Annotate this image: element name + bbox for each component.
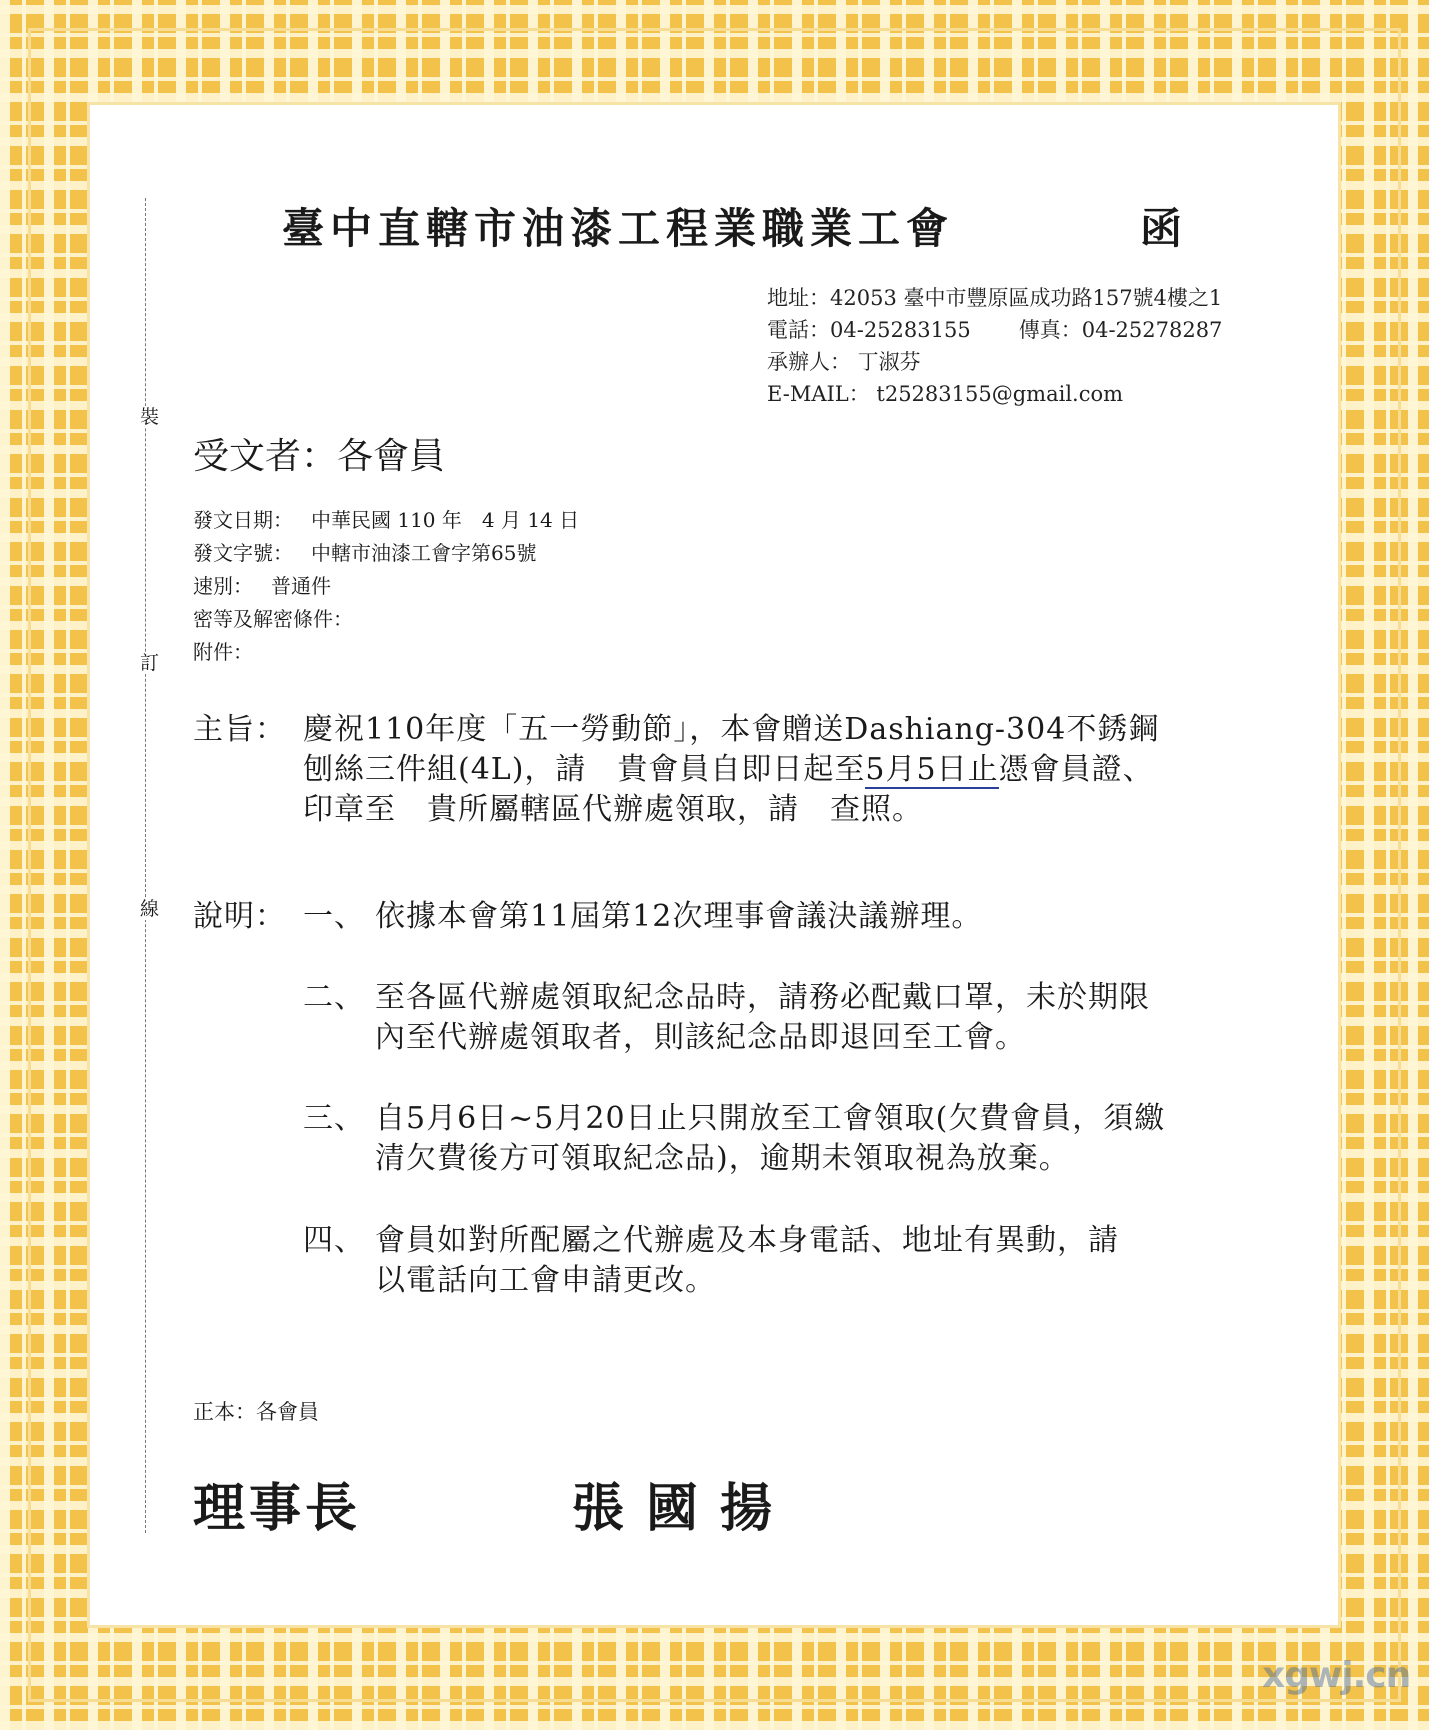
subject-label: 主旨： [193,712,286,747]
meta-speed [193,570,579,603]
meta-speed-label: 速別： [193,574,253,598]
watermark: xgwj.cn [1262,1655,1411,1696]
meta-date-value: 中華民國 110 年 4 月 14 日 [311,508,580,532]
item-number: 四、 [303,1223,365,1258]
explanation-label: 說明： [193,899,286,934]
binding-mark-ding: 訂 [140,652,160,674]
item-number: 三、 [303,1101,365,1136]
contact-address: 地址：42053 臺中市豐原區成功路157號4樓之1 [767,286,1223,310]
item-line: 以電話向工會申請更改。 [375,1263,716,1298]
meta-speed-value: 普通件 [271,574,331,598]
item-line: 至各區代辦處領取紀念品時，請務必配戴口罩，未於期限 [375,980,1150,1015]
document-type: 函 [1140,204,1183,253]
carbon-copy: 正本：各會員 [193,1400,319,1424]
item-line: 清欠費後方可領取紀念品)，逾期未領取視為放棄。 [375,1141,1070,1176]
contact-handler: 承辦人： 丁淑芬 [767,350,921,374]
document-meta [193,504,579,669]
subject-line-1: 慶祝110年度「五一勞動節」，本會贈送Dashiang-304不銹鋼 [303,712,1160,747]
meta-secret: 密等及解密條件： [193,607,353,631]
item-line: 會員如對所配屬之代辦處及本身電話、地址有異動，請 [375,1223,1119,1258]
subject-line-3: 印章至 貴所屬轄區代辦處領取，請 查照。 [303,792,923,827]
item-number: 一、 [303,899,365,934]
organization-title: 臺中直轄市油漆工程業職業工會 [282,204,955,253]
binding-mark-zhuang: 裝 [140,406,160,428]
subject-line-2 [303,750,1303,790]
contact-fax: 傳真：04-25278287 [1018,318,1223,342]
meta-date [193,504,579,537]
binding-mark-xian: 線 [140,898,160,920]
recipient: 受文者：各會員 [193,436,446,477]
contact-phone-fax [767,314,1222,346]
subject-body [303,710,1303,830]
contact-email: E-MAIL： t25283155@gmail.com [767,382,1124,406]
meta-attachment: 附件： [193,640,253,664]
binding-dashed-line [145,198,146,1533]
item-line: 內至代辦處領取者，則該紀念品即退回至工會。 [375,1020,1026,1055]
subject-deadline-underlined: 5月5日止 [865,752,999,787]
meta-number-label: 發文字號： [193,541,293,565]
meta-number [193,537,579,570]
item-number: 二、 [303,980,365,1015]
contact-phone: 電話：04-25283155 [767,318,971,342]
item-line: 自5月6日~5月20日止只開放至工會領取(欠費會員，須繳 [375,1101,1166,1136]
subject-line-2a: 刨絲三件組(4L)，請 貴會員自即日起至 [303,752,866,787]
signature-name: 張國揚 [572,1478,795,1539]
subject-line-2c: 憑會員證、 [998,752,1154,787]
meta-number-value: 中轄市油漆工會字第65號 [311,541,537,565]
meta-date-label: 發文日期： [193,508,293,532]
signature-title: 理事長 [193,1478,362,1539]
item-line: 依據本會第11屆第12次理事會議決議辦理。 [375,899,983,934]
contact-block [767,282,1222,410]
